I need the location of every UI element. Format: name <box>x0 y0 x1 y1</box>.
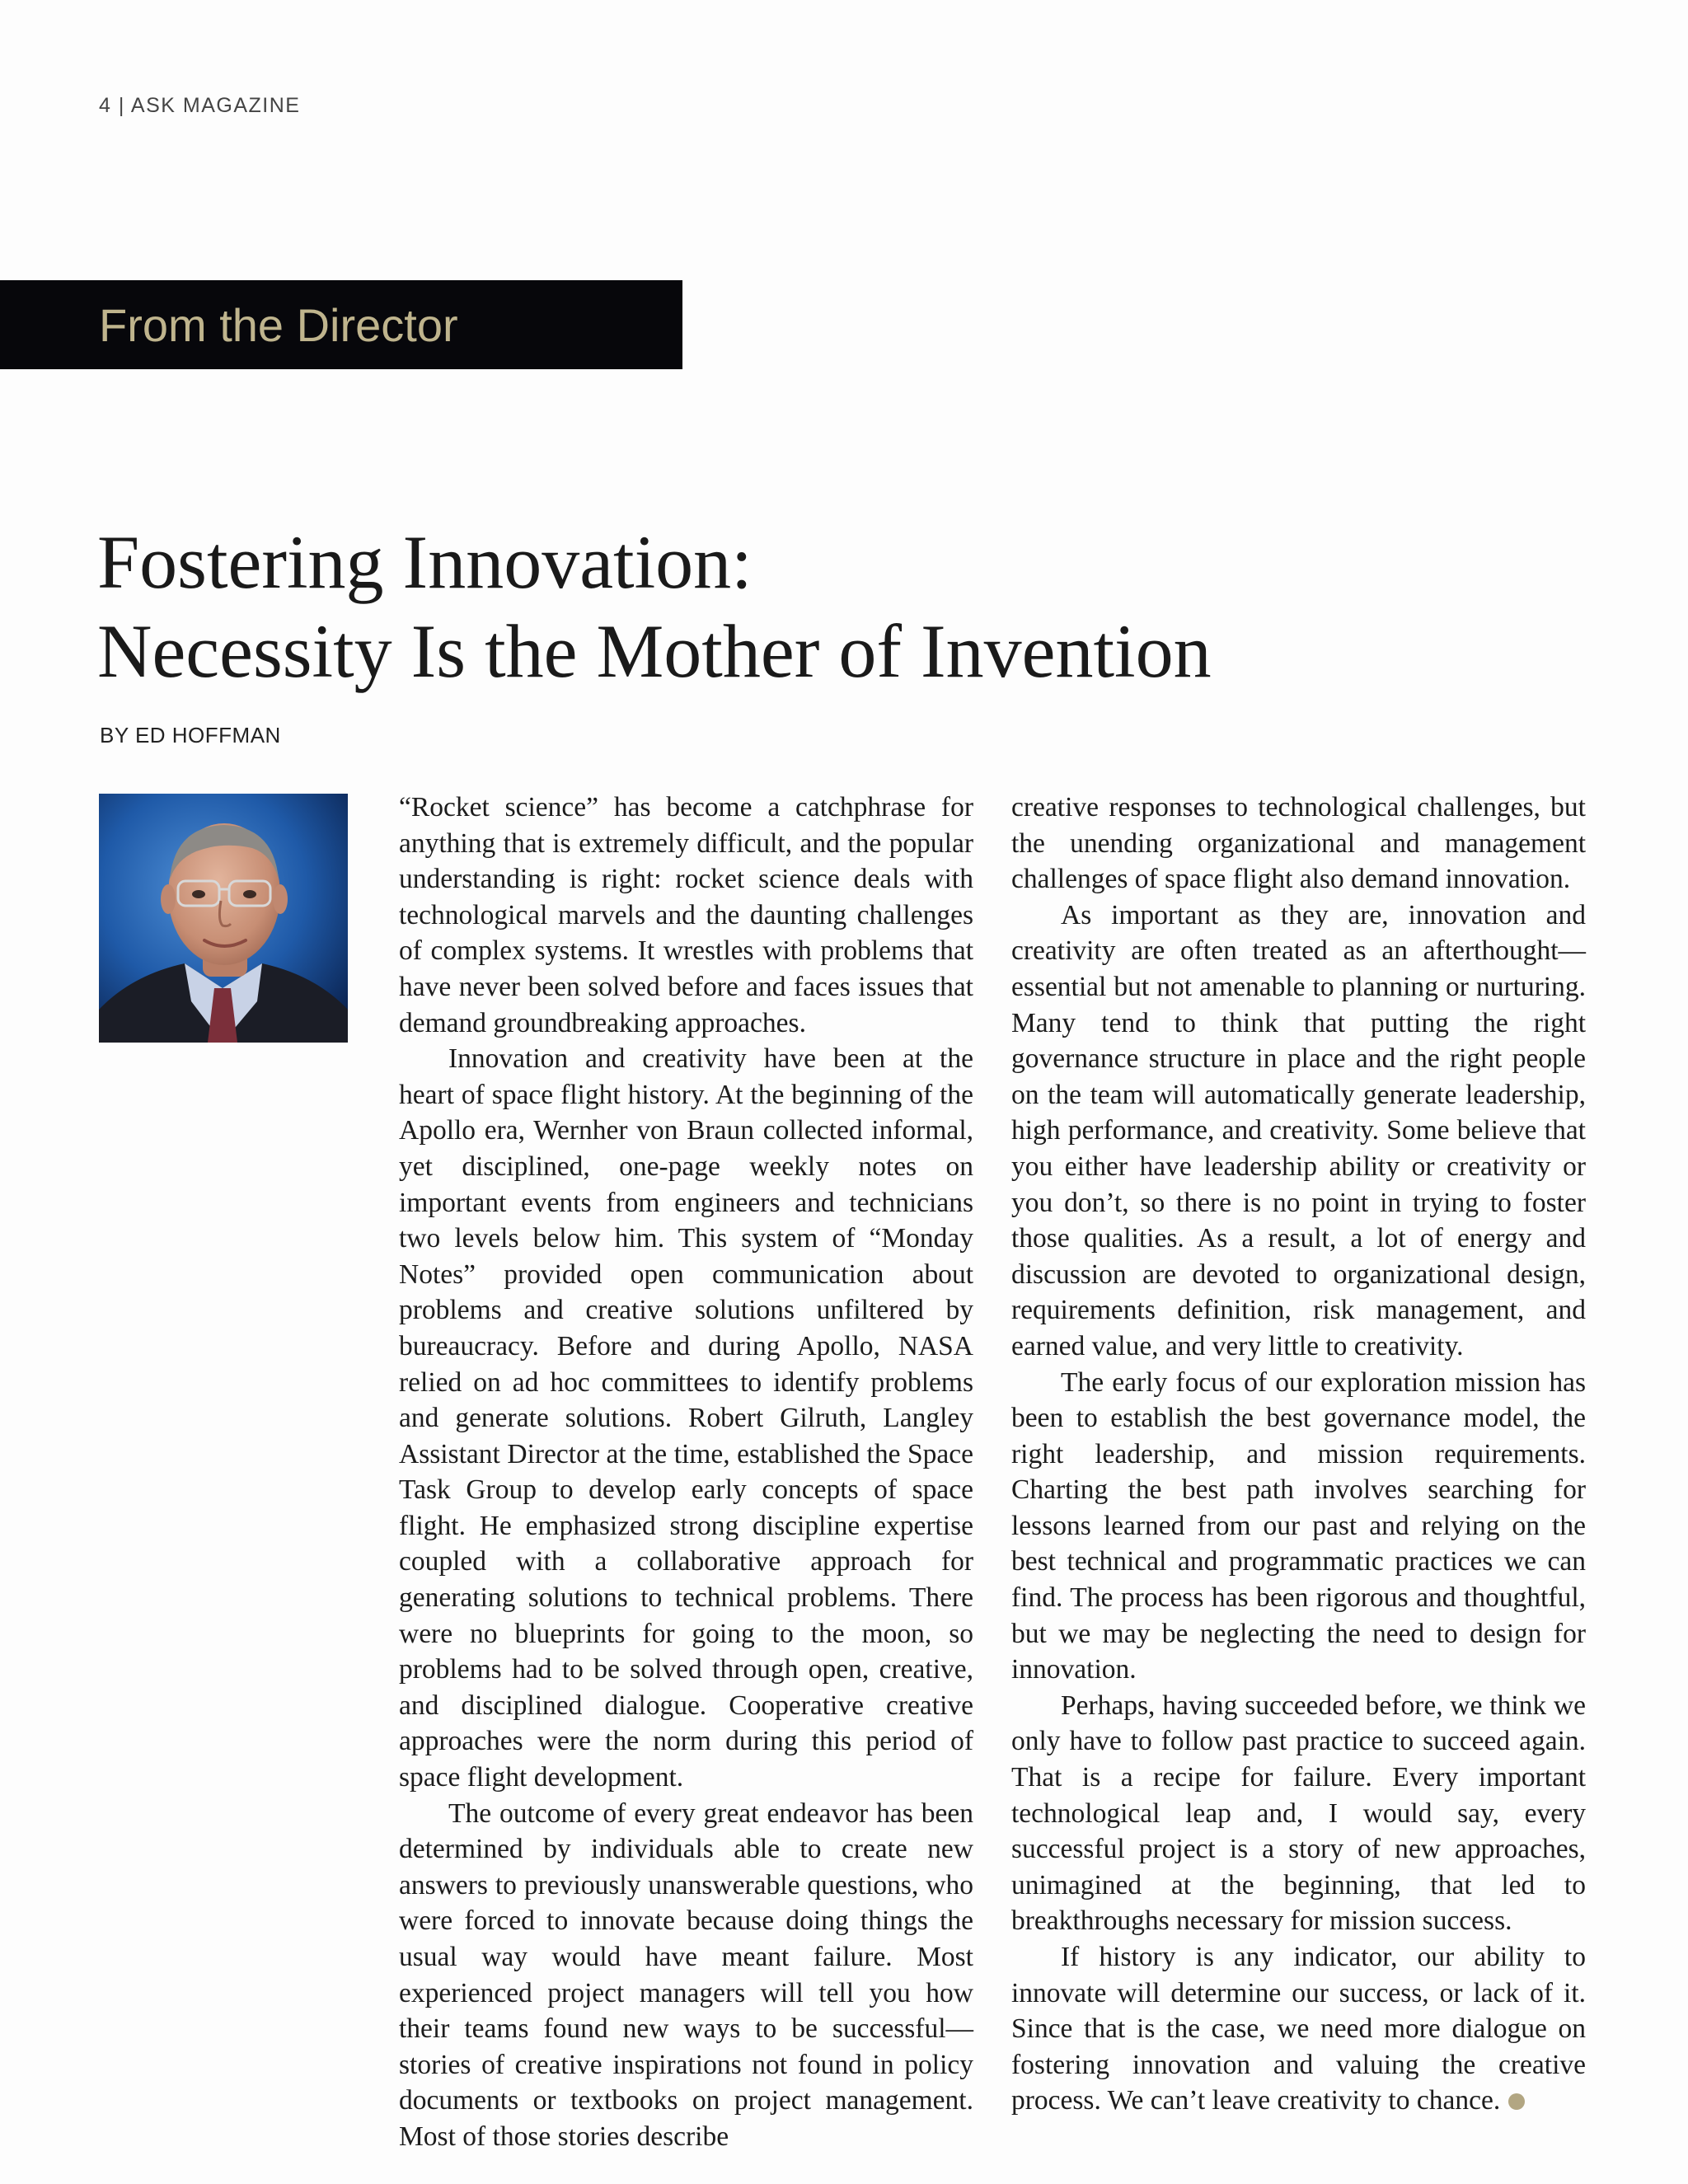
paragraph-4: creative responses to technological challenges, but the unending organizational and management challenges of space flight also demand innovation. <box>1011 792 1586 895</box>
paragraph-7: Perhaps, having succeeded before, we think we only have to follow past practice to succeed again. That is a recipe for failure. Every important technological leap and, I would say, every successful project is a story of new approaches, unimagined at the beginning, that led to breakthroughs necessary for mission success. <box>1011 1690 1586 1937</box>
paragraph-5: As important as they are, innovation and creativity are often treated as an afterthought—essential but not amenable to planning or nurturing. Many tend to think that putting the right governance structure in place and the right people on the team will automatically generate leadership, high performance, and creativity. Some believe that you either have leadership ability or creativity or you don’t, so there is no point in trying to foster those qualities. As a result, a lot of energy and discussion are devoted to organizational design, requirements definition, risk management, and earned value, and very little to creativity. <box>1011 899 1586 1361</box>
paragraph-8 <box>1011 1939 1586 2119</box>
paragraph-6: The early focus of our exploration mission has been to establish the best governance model, the right leadership, and mission requirements. Charting the best path involves searching for lessons learned from our past and relying on the best technical and programmatic practices we can find. The process has been rigorous and thoughtful, but we may be neglecting the need to design for innovation. <box>1011 1366 1586 1685</box>
end-mark-icon <box>1508 2093 1525 2110</box>
author-photo <box>99 794 348 1043</box>
article-title-line-1: Fostering Innovation: <box>97 520 753 604</box>
section-label: From the Director <box>99 299 458 351</box>
paragraph-1: “Rocket science” has become a catchphrase for anything that is extremely difficult, and the popular understanding is right: rocket science deals with technological marvels and the daunting challenges of complex systems. It wrestles with problems that have never been solved before and faces issues that demand groundbreaking approaches. <box>399 792 973 1038</box>
paragraph-3: The outcome of every great endeavor has been determined by individuals able to create new answers to previously unanswerable questions, who were forced to innovate because doing things the usual way would have meant failure. Most experienced project managers will tell you how their teams found new ways to be successful—stories of creative inspirations not found in policy documents or textbooks on project management. Most of those stories describe <box>399 1797 973 2152</box>
paragraph-2: Innovation and creativity have been at the heart of space flight history. At the beginning of the Apollo era, Wernher von Braun collected informal, yet disciplined, one-page weekly notes on important events from engineers and technicians two levels below him. This system of “Monday Notes” provided open communication about problems and creative solutions unfiltered by bureaucracy. Before and during Apollo, NASA relied on ad hoc committees to identify problems and generate solutions. Robert Gilruth, Langley Assistant Director at the time, established the Space Task Group to develop early concepts of space flight. He emphasized strong discipline expertise coupled with a collaborative approach for generating solutions to technical problems. There were no blueprints for going to the moon, so problems had to be solved through open, creative, and disciplined dialogue. Cooperative creative approaches were the norm during this period of space flight development. <box>399 1043 973 1793</box>
running-head: 4 | ASK MAGAZINE <box>99 94 301 117</box>
article-column-left <box>399 790 973 2155</box>
article-title <box>97 518 1212 696</box>
paragraph-8-text: If history is any indicator, our ability to innovate will determine our success, or lack of it. Since that is the case, we need more dialogue on fostering innovation and valuing the creative process. We can’t leave creativity to chance. <box>1011 1942 1586 2116</box>
section-banner <box>0 280 682 369</box>
article-column-right <box>1011 790 1586 2119</box>
byline: BY ED HOFFMAN <box>100 723 281 748</box>
article-title-line-2: Necessity Is the Mother of Invention <box>97 609 1212 693</box>
